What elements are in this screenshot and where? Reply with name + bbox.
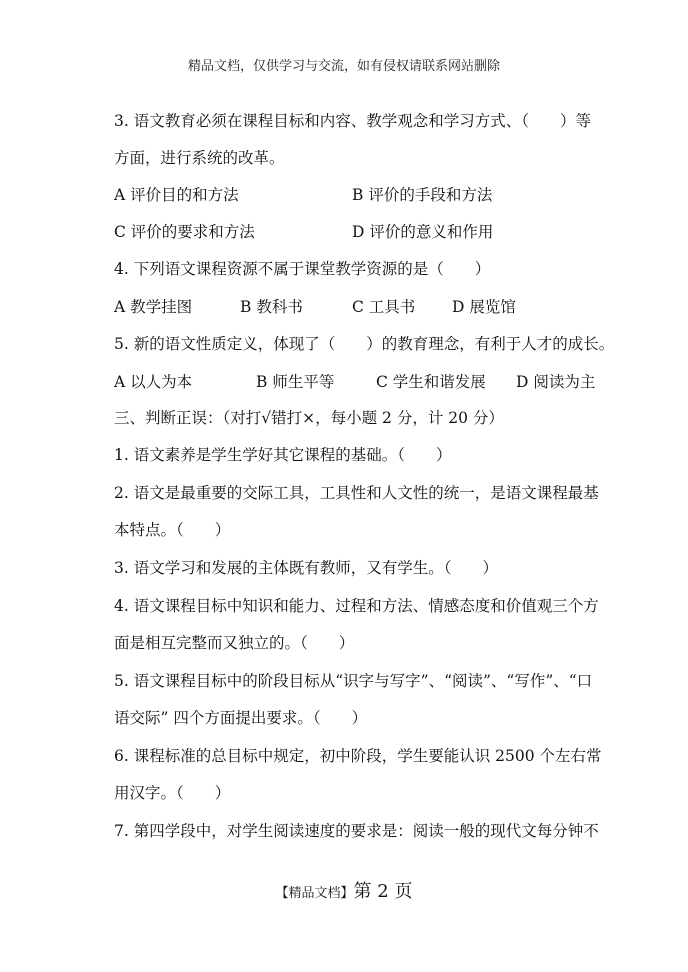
tf-item-3: 3. 语文学习和发展的主体既有教师，又有学生。（ ） (114, 559, 498, 577)
page-header: 精品文档，仅供学习与交流，如有侵权请联系网站删除 (187, 59, 500, 74)
q5-stem: 5. 新的语文性质定义，体现了（ ）的教育理念，有利于人才的成长。 (114, 335, 615, 353)
q5-option-c: C 学生和谐发展 (376, 373, 486, 391)
tf-item-4-line2: 面是相互完整而又独立的。（ ） (114, 634, 355, 652)
tf-item-5-line2: 语交际” 四个方面提出要求。（ ） (114, 709, 368, 727)
tf-item-2-line2: 本特点。（ ） (114, 521, 231, 539)
section-title-true-false: 三、判断正误：（对打√错打×，每小题 2 分，计 20 分） (114, 409, 504, 427)
q5-option-b: B 师生平等 (256, 373, 335, 391)
page-number: 第 2 页 (353, 881, 413, 902)
q4-option-a: A 教学挂图 (114, 298, 193, 316)
q3-option-b: B 评价的手段和方法 (352, 186, 493, 204)
q5-option-a: A 以人为本 (114, 373, 193, 391)
page-footer (0, 880, 688, 906)
tf-item-7-line1: 7. 第四学段中，对学生阅读速度的要求是：阅读一般的现代文每分钟不 (114, 822, 599, 840)
q5-option-d: D 阅读为主 (516, 373, 596, 391)
tf-item-6-line2: 用汉字。（ ） (114, 784, 231, 802)
tf-item-6-line1: 6. 课程标准的总目标中规定，初中阶段，学生要能认识 2500 个左右常 (114, 747, 602, 765)
q4-option-d: D 展览馆 (452, 298, 516, 316)
q3-option-a: A 评价目的和方法 (114, 186, 239, 204)
tf-item-2-line1: 2. 语文是最重要的交际工具，工具性和人文性的统一，是语文课程最基 (114, 484, 599, 502)
tf-item-4-line1: 4. 语文课程目标中知识和能力、过程和方法、情感态度和价值观三个方 (114, 597, 599, 615)
q3-stem-line1: 3. 语文教育必须在课程目标和内容、教学观念和学习方式、（ ）等 (114, 112, 591, 130)
q4-option-c: C 工具书 (352, 298, 416, 316)
q4-stem: 4. 下列语文课程资源不属于课堂教学资源的是（ ） (114, 260, 491, 278)
q4-option-b: B 教科书 (240, 298, 303, 316)
footer-tag: 【精品文档】 (275, 886, 354, 901)
q3-option-c: C 评价的要求和方法 (114, 223, 255, 241)
q3-option-d: D 评价的意义和作用 (352, 223, 494, 241)
q3-stem-line2: 方面，进行系统的改革。 (114, 149, 285, 167)
tf-item-5-line1: 5. 语文课程目标中的阶段目标从“识字与写字”、“阅读”、“写作”、“口 (114, 672, 593, 690)
tf-item-1: 1. 语文素养是学生学好其它课程的基础。（ ） (114, 446, 452, 464)
